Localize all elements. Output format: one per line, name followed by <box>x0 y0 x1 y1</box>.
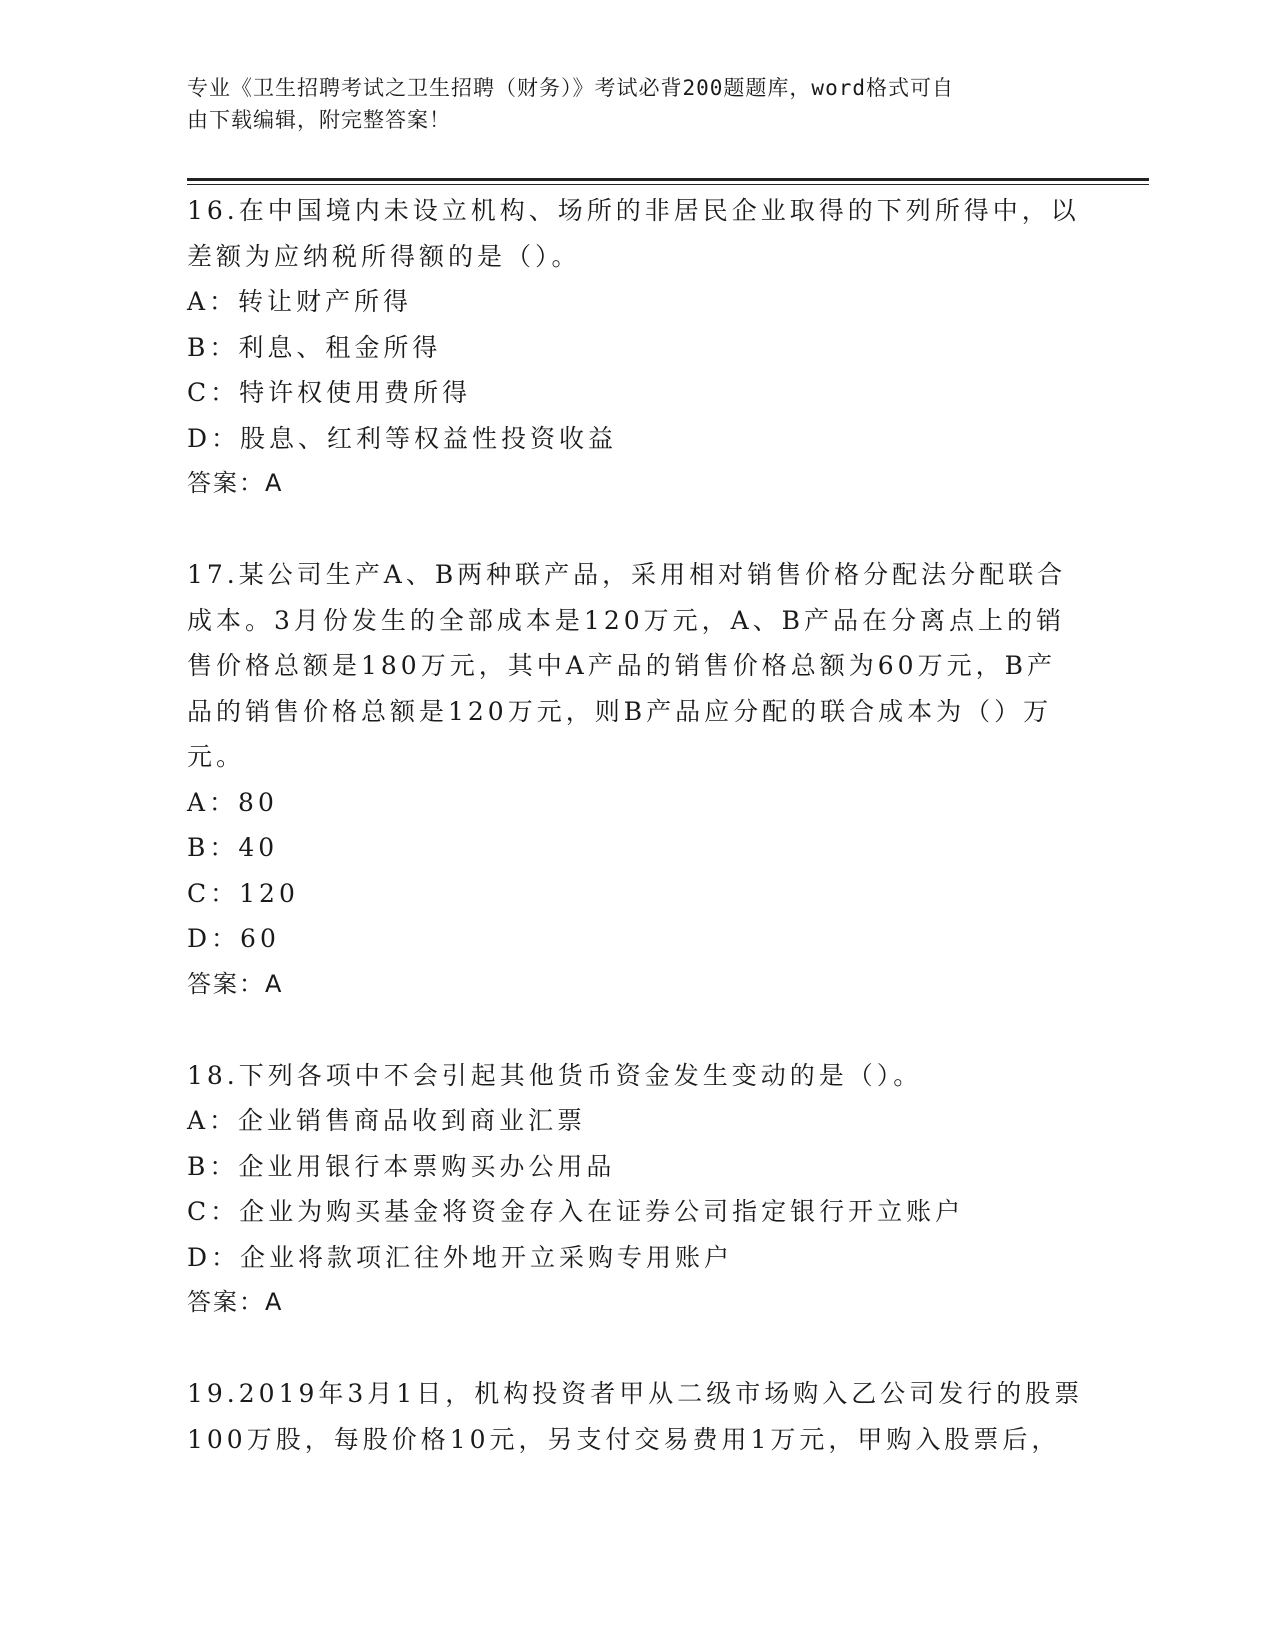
option-c: C：120 <box>187 878 299 908</box>
option-d: D：60 <box>187 924 280 953</box>
question-17 <box>187 552 1087 1007</box>
option-b: B：利息、租金所得 <box>187 332 442 362</box>
question-stem-line: 品的销售价格总额是120万元，则B产品应分配的联合成本为（）万 <box>187 696 1053 726</box>
question-stem-line: 19.2019年3月1日，机构投资者甲从二级市场购入乙公司发行的股票 <box>187 1379 1084 1408</box>
question-stem-line: 17.某公司生产A、B两种联产品，采用相对销售价格分配法分配联合 <box>187 560 1067 589</box>
answer-line: 答案：A <box>187 1288 284 1316</box>
answer-line: 答案：A <box>187 469 284 497</box>
question-spacer <box>187 507 1087 553</box>
option-c: C：企业为购买基金将资金存入在证券公司指定银行开立账户 <box>187 1197 965 1226</box>
question-spacer <box>187 1326 1087 1372</box>
answer-line: 答案：A <box>187 969 284 998</box>
question-stem-line: 售价格总额是180万元，其中A产品的销售价格总额为60万元，B产 <box>187 651 1056 680</box>
document-header <box>187 72 1067 136</box>
header-line-1: 专业《卫生招聘考试之卫生招聘（财务）》考试必背200题题库，word格式可自 <box>187 76 954 100</box>
option-b: B：40 <box>187 833 279 862</box>
question-list <box>187 188 1087 1462</box>
option-b: B：企业用银行本票购买办公用品 <box>187 1151 616 1181</box>
header-divider-thick <box>187 178 1149 181</box>
question-stem-line: 18.下列各项中不会引起其他货币资金发生变动的是（）。 <box>187 1060 923 1090</box>
option-d: D：企业将款项汇往外地开立采购专用账户 <box>187 1242 734 1272</box>
question-spacer <box>187 1007 1087 1053</box>
option-a: A：80 <box>187 787 278 817</box>
question-stem-line: 差额为应纳税所得额的是（）。 <box>187 241 581 271</box>
option-c: C：特许权使用费所得 <box>187 378 472 407</box>
question-stem-line: 成本。3月份发生的全部成本是120万元，A、B产品在分离点上的销 <box>187 605 1066 635</box>
question-stem-line: 16.在中国境内未设立机构、场所的非居民企业取得的下列所得中，以 <box>187 196 1080 225</box>
question-19 <box>187 1371 1087 1462</box>
header-divider-thin <box>187 184 1149 185</box>
option-d: D：股息、红利等权益性投资收益 <box>187 423 618 453</box>
question-stem-line: 元。 <box>187 742 246 771</box>
option-a: A：转让财产所得 <box>187 287 413 316</box>
question-16 <box>187 188 1087 507</box>
option-a: A：企业销售商品收到商业汇票 <box>187 1106 587 1135</box>
question-stem-line: 100万股，每股价格10元，另支付交易费用1万元，甲购入股票后， <box>187 1424 1061 1454</box>
question-18 <box>187 1053 1087 1326</box>
header-line-2: 由下载编辑，附完整答案！ <box>187 108 451 132</box>
